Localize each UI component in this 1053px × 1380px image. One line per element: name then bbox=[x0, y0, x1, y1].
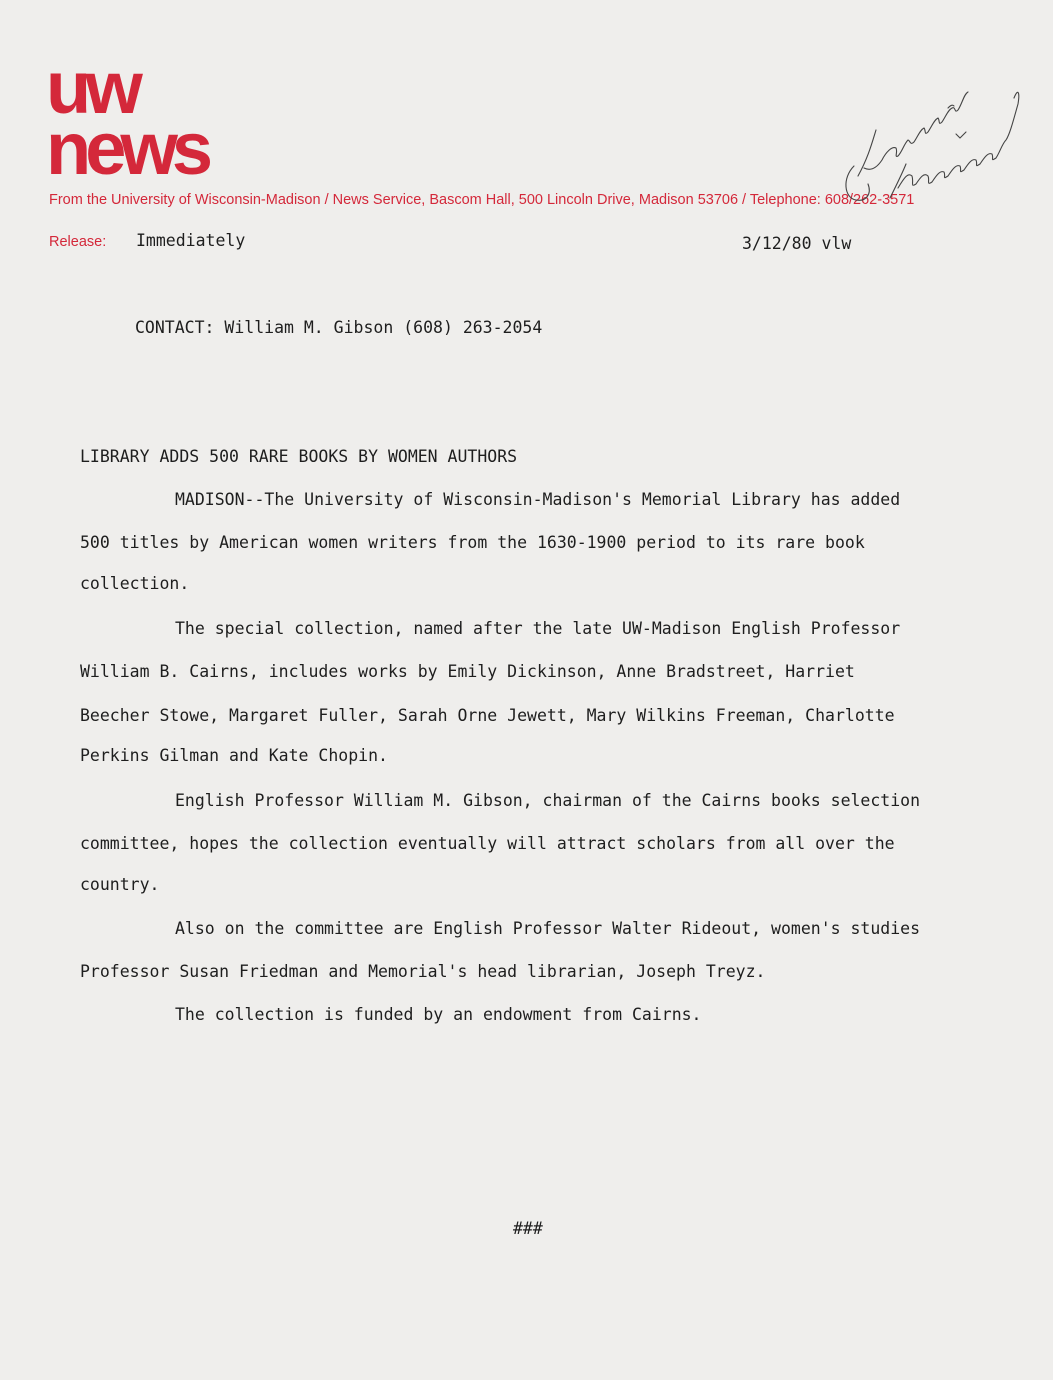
body-line: collection. bbox=[80, 574, 190, 593]
body-line: English Professor William M. Gibson, chairman of the Cairns books selection bbox=[175, 791, 921, 810]
body-line: Beecher Stowe, Margaret Fuller, Sarah Orne Jewett, Mary Wilkins Freeman, Charlotte bbox=[80, 706, 895, 725]
body-line: 500 titles by American women writers from the 1630-1900 period to its rare book bbox=[80, 533, 865, 552]
release-value: Immediately bbox=[136, 231, 246, 250]
body-line: committee, hopes the collection eventually will attract scholars from all over the bbox=[80, 834, 895, 853]
body-line: The collection is funded by an endowment from Cairns. bbox=[175, 1005, 702, 1024]
logo-line-uw: uw bbox=[46, 46, 137, 129]
body-line: Perkins Gilman and Kate Chopin. bbox=[80, 746, 388, 765]
masthead-address: From the University of Wisconsin-Madison / News Service, Bascom Hall, 500 Lincoln Drive, Madison 53706 / Telephone: 608/262-3571 bbox=[49, 192, 915, 208]
end-mark: ### bbox=[513, 1219, 543, 1238]
uw-news-logo bbox=[46, 46, 208, 190]
body-line: Also on the committee are English Professor Walter Rideout, women's studies bbox=[175, 919, 921, 938]
headline: LIBRARY ADDS 500 RARE BOOKS BY WOMEN AUTHORS bbox=[80, 447, 518, 466]
body-line: William B. Cairns, includes works by Emily Dickinson, Anne Bradstreet, Harriet bbox=[80, 662, 855, 681]
body-line: country. bbox=[80, 875, 160, 894]
handwritten-signature bbox=[838, 48, 1028, 208]
contact-line: CONTACT: William M. Gibson (608) 263-2054 bbox=[135, 318, 543, 337]
date-reference: 3/12/80 vlw bbox=[742, 234, 852, 253]
body-line: Professor Susan Friedman and Memorial's head librarian, Joseph Treyz. bbox=[80, 962, 766, 981]
logo-line-news: news bbox=[46, 107, 208, 190]
release-label: Release: bbox=[49, 234, 107, 250]
body-line: The special collection, named after the late UW-Madison English Professor bbox=[175, 619, 901, 638]
body-line: MADISON--The University of Wisconsin-Madison's Memorial Library has added bbox=[175, 490, 901, 509]
